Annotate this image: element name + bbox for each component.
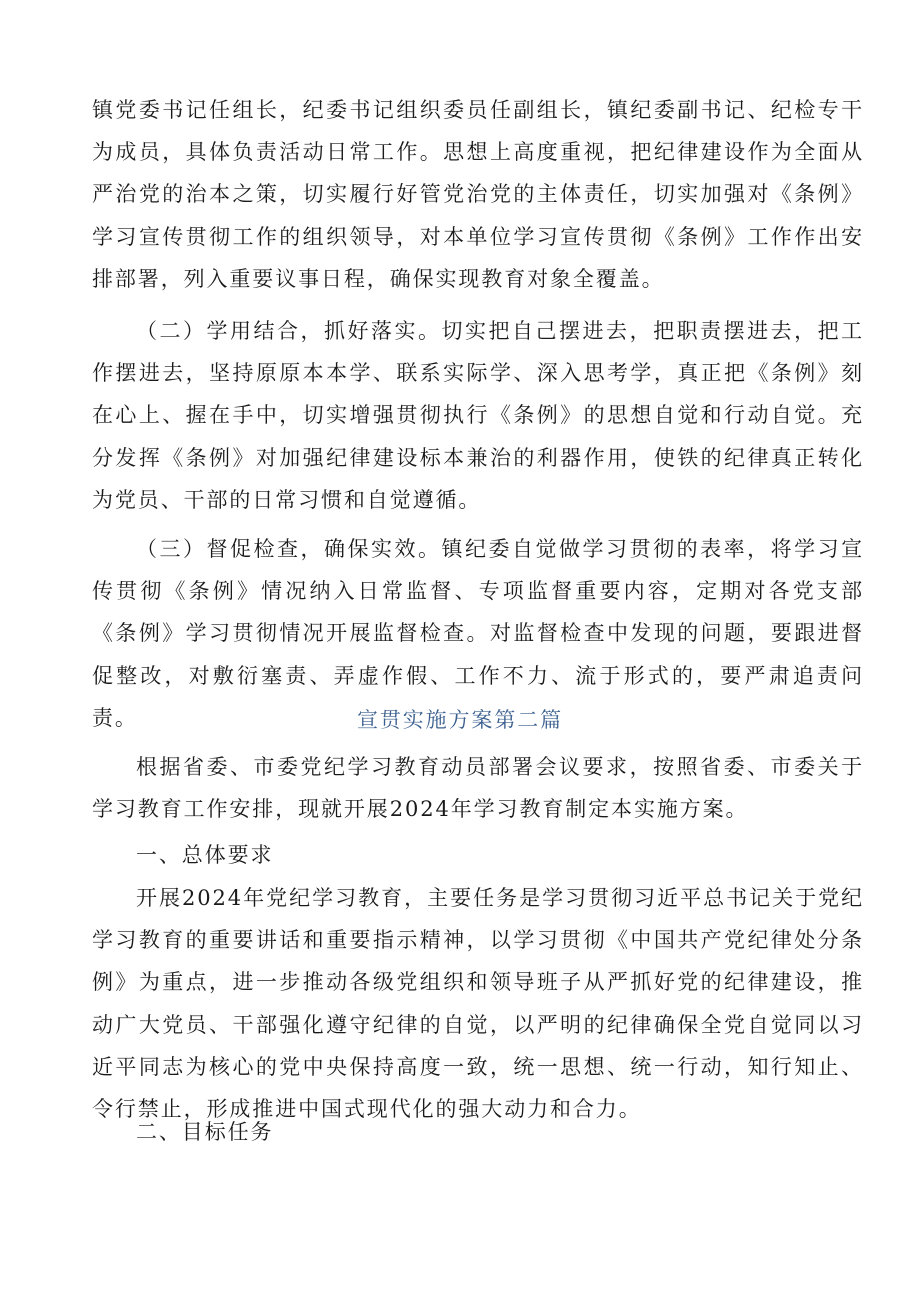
paragraph-study-and-apply: （二）学用结合，抓好落实。切实把自己摆进去，把职责摆进去，把工作摆进去，坚持原原本本学、联系实际学、深入思考学，真正把《条例》刻在心上、握在手中，切实增强贯彻执行《条例》的思想自觉和行动自觉。充分发挥《条例》对加强纪律建设标本兼治的利器作用，使铁的纪律真正转化为党员、干部的日常习惯和自觉遵循。 xyxy=(92,319,864,512)
paragraph-leading-group: 镇党委书记任组长，纪委书记组织委员任副组长，镇纪委副书记、纪检专干为成员，具体负责活动日常工作。思想上高度重视，把纪律建设作为全面从严治党的治本之策，切实履行好管党治党的主体责任，切实加强对《条例》学习宣传贯彻工作的组织领导，对本单位学习宣传贯彻《条例》工作作出安排部署，列入重要议事日程，确保实现教育对象全覆盖。 xyxy=(92,98,864,291)
paragraph-supervision: （三）督促检查，确保实效。镇纪委自觉做学习贯彻的表率，将学习宣传贯彻《条例》情况纳入日常监督、专项监督重要内容，定期对各党支部《条例》学习贯彻情况开展监督检查。对监督检查中发现的问题，要跟进督促整改，对敷衍塞责、弄虚作假、工作不力、流于形式的，要严肃追责问责。 xyxy=(92,537,864,730)
paragraph-intro: 根据省委、市委党纪学习教育动员部署会议要求，按照省委、市委关于学习教育工作安排，现就开展2024年学习教育制定本实施方案。 xyxy=(92,755,864,822)
paragraph-general-requirements: 开展2024年党纪学习教育，主要任务是学习贯彻习近平总书记关于党纪学习教育的重要讲话和重要指示精神，以学习贯彻《中国共产党纪律处分条例》为重点，进一步推动各级党组织和领导班子从严抓好党的纪律建设，推动广大党员、干部强化遵守纪律的自觉，以严明的纪律确保全党自觉同以习近平同志为核心的党中央保持高度一致，统一思想、统一行动，知行知止、令行禁止，形成推进中国式现代化的强大动力和合力。 xyxy=(92,886,864,1122)
section-heading: 宣贯实施方案第二篇 xyxy=(356,708,564,732)
section-title-objectives: 二、目标任务 xyxy=(136,1120,274,1144)
section-title-general-requirements: 一、总体要求 xyxy=(136,843,274,867)
